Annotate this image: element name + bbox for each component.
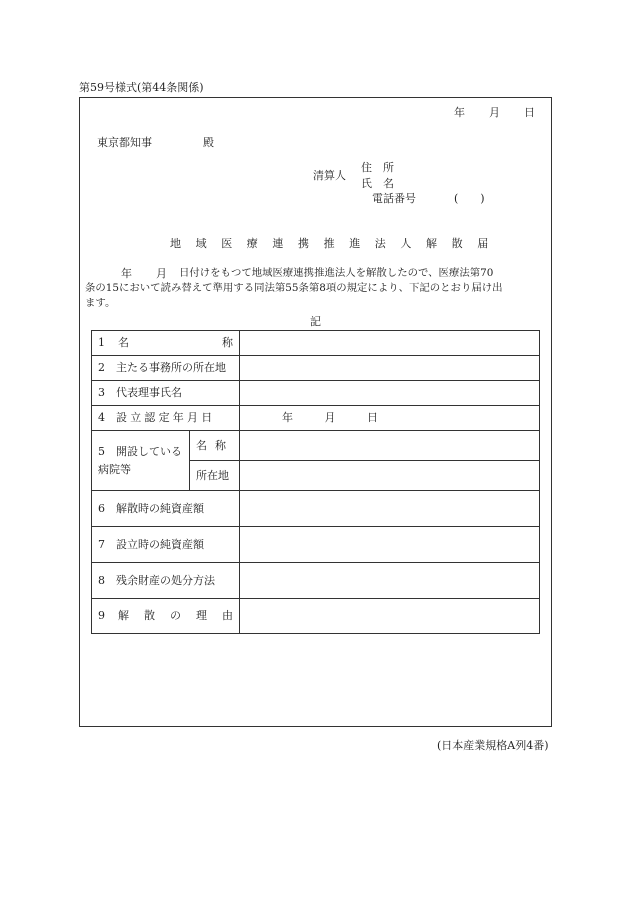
table-row [92,527,540,563]
row-5-label [92,431,190,491]
row-6-number: 6 [98,501,105,515]
table-row [92,406,540,431]
row-4-month: 月 [324,411,336,425]
row-2-label [92,356,240,381]
row-2-number: 2 [98,361,105,375]
row-5-location-value[interactable] [240,461,540,491]
applicant-role: 清算人 [313,169,346,182]
row-2-value[interactable] [240,356,540,381]
row-2-text: 主たる事務所の所在地 [116,361,226,375]
document-title: 地域医療連携推進法人解散届 [170,237,503,250]
table-row [92,331,540,356]
table-row [92,599,540,634]
details-table [91,330,540,634]
row-9-label [92,599,240,634]
row-9-number: 9 [98,609,105,623]
body-line-1: 日付けをもつて地域医療連携推進法人を解散したので、医療法第70 [179,267,494,279]
row-4-year: 年 [282,411,293,425]
applicant-phone-paren: ( ) [454,192,485,205]
table-row [92,356,540,381]
table-row [92,381,540,406]
body-year: 年 [121,267,132,280]
row-1-text: 名 称 [118,336,233,350]
header-date-month: 月 [489,106,500,119]
row-8-label [92,563,240,599]
row-7-label [92,527,240,563]
row-6-value[interactable] [240,491,540,527]
table-row [92,563,540,599]
header-date-year: 年 [454,106,465,119]
row-1-number: 1 [98,336,105,350]
row-8-number: 8 [98,573,105,587]
row-9-text: 解 散 の 理 由 [118,609,233,623]
row-8-value[interactable] [240,563,540,599]
row-3-text: 代表理事氏名 [116,386,182,400]
applicant-name-label: 氏 名 [361,177,394,190]
row-6-text: 解散時の純資産額 [116,501,204,515]
row-5-sub-name [190,431,240,461]
header-date-day: 日 [524,106,535,119]
row-6-label [92,491,240,527]
row-9-value[interactable] [240,599,540,634]
row-7-value[interactable] [240,527,540,563]
row-4-number: 4 [98,411,105,425]
row-5-sub-location [190,461,240,491]
row-1-value[interactable] [240,331,540,356]
body-line-3: ます。 [85,297,116,309]
table-row [92,431,540,461]
row-5-text-2: 病院等 [98,462,131,476]
row-5-number: 5 [98,445,105,459]
applicant-phone-label: 電話番号 [372,192,416,205]
row-7-number: 7 [98,537,105,551]
body-month: 月 [156,267,167,280]
addressee-name: 東京都知事 [97,136,152,149]
row-1-label [92,331,240,356]
row-3-number: 3 [98,386,105,400]
row-3-value[interactable] [240,381,540,406]
ki-label: 記 [310,315,321,328]
form-number: 第59号様式(第44条関係) [79,81,204,94]
row-5-sub-name-text: 名称 [196,438,234,452]
row-4-value[interactable] [240,406,540,431]
row-7-text: 設立時の純資産額 [116,537,204,551]
body-line-2: 条の15において読み替えて準用する同法第55条第8項の規定により、下記のとおり届け出 [85,282,503,294]
paper-size-note: (日本産業規格A列4番) [437,739,549,752]
row-3-label [92,381,240,406]
addressee-honorific: 殿 [203,136,214,149]
row-5-name-value[interactable] [240,431,540,461]
row-5-text-1: 開設している [116,445,182,459]
applicant-address-label: 住 所 [361,161,394,174]
row-4-day: 日 [367,411,378,425]
table-row [92,491,540,527]
row-5-sub-location-text: 所在地 [196,468,229,482]
row-4-text: 設立認定年月日 [116,411,216,425]
row-4-label [92,406,240,431]
row-8-text: 残余財産の処分方法 [116,573,215,587]
